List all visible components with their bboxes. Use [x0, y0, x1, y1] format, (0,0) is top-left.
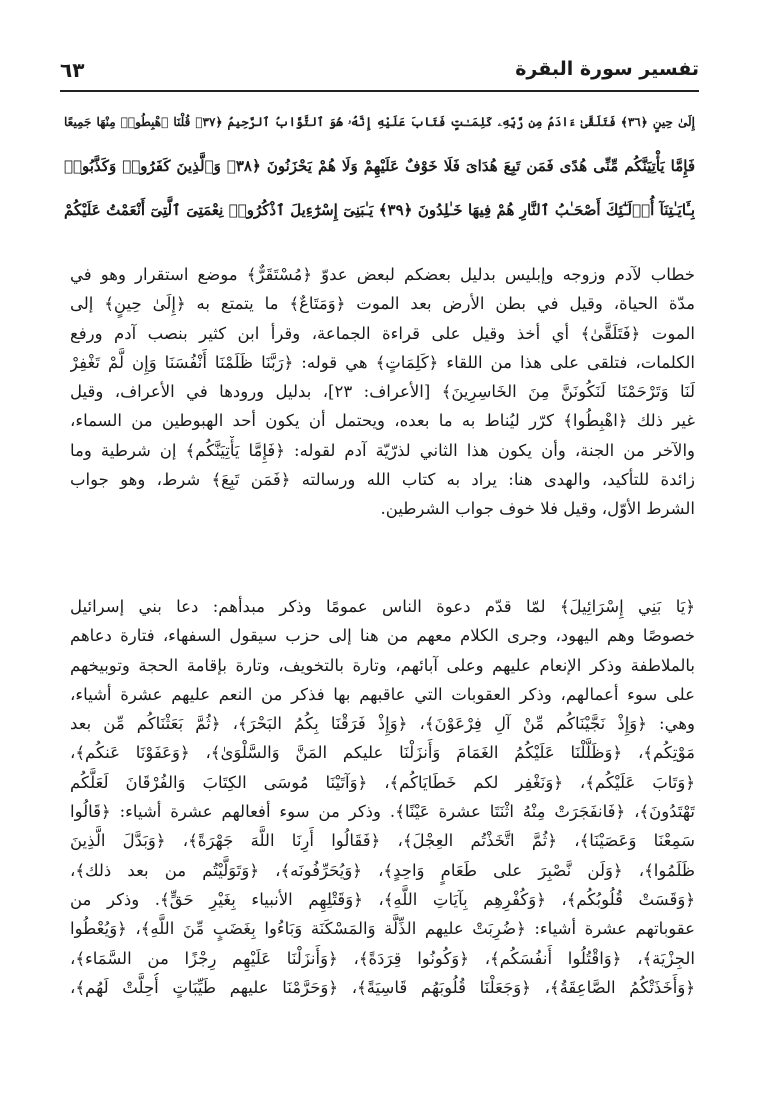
verse-line: فَإِمَّا يَأْتِيَنَّكُم مِّنِّى هُدًى فَمَن تَبِعَ هُدَاىَ فَلَا خَوْفٌ عَلَيْهِمْ وَلَا هُمْ يَحْزَنُونَ ﴿٣٨﴾ وَٱلَّذِينَ كَفَرُوا۟ وَكَذَّبُوا۟: [64, 157, 695, 175]
text-line: تَهْتَدُونَ﴾، ﴿فَانفَجَرَتْ مِنْهُ اثْنَتَا عشرة عَيْنًا﴾. وذكر من سوء أفعالهم عشرة أشياء: ﴿قَالُوا: [70, 802, 695, 822]
text-line: ظَلَمُوا﴾، ﴿وَلَن نَّصْبِرَ على طَعَامٍ وَاحِدٍ﴾، ﴿وَيُحَرِّفُونَه﴾، ﴿وَتَوَلَّيْتُم من بعد ذلك﴾،: [70, 860, 695, 880]
text-line: والآخر من الجنة، وأن يكون هذا الثاني لذرّيّة آدم لقوله: ﴿فَإِمَّا يَأْتِيَنَّكُم﴾ إن شرطية وما: [70, 440, 695, 460]
text-line: عقوباتهم عشرة أشياء: ﴿ضُرِبَتْ عليهم الذِّلَّة وَالمَسْكَنَة وَبَاءُوا بِغَضَبٍ مِّنَ اللَّهِ﴾، ﴿وَيُعْطُوا: [70, 919, 695, 939]
running-title: تفسير سورة البقرة: [515, 58, 699, 80]
text-line: ﴿وَقَسَتْ قُلُوبُكُم﴾، ﴿وَكُفْرِهِم بِآيَاتِ اللَّهِ﴾، ﴿وَقَتْلِهِم الأنبياء بِغَيْرِ حَقٍّ﴾. وذكر من: [70, 889, 695, 909]
verse-line: بِـَٔايَـٰتِنَآ أُو۟لَـٰٓئِكَ أَصْحَـٰبُ ٱلنَّارِ هُمْ فِيهَا خَـٰلِدُونَ ﴿٣٩﴾ يَـٰبَنِىٓ إِسْرَٰٓءِيلَ ٱذْكُرُوا۟ نِعْمَتِىَ ٱلَّتِىٓ أَنْعَمْتُ عَلَيْكُمْ: [64, 201, 695, 219]
text-line: ﴿يَا بَنِي إِسْرَائِيلَ﴾ لمّا قدّم دعوة الناس عمومًا وذكر مبدأهم: دعا بني إسرائيل: [70, 597, 695, 616]
text-line: لَنَا وَتَرْحَمْنَا لَنَكُونَنَّ مِنَ الخَاسِرِينَ﴾ [الأعراف: ٢٣]، بدليل ورودها في الأعراف، وقيل: [70, 382, 695, 402]
commentary-paragraph-1: [70, 260, 695, 524]
text-line: وهي: ﴿وَإِذْ نَجَّيْنَاكُم مِّنْ آلِ فِرْعَوْنَ﴾، ﴿وَإِذْ فَرَقْنَا بِكُمُ البَحْرَ﴾، ﴿ثُمَّ بَعَثْنَاكُم مِّن بعد: [70, 714, 695, 734]
text-line: بالملاطفة وذكر الإنعام عليهم وعلى آبائهم، وتارة بالتخويف، وتارة بإقامة الحجة وتوبيخهم: [70, 655, 695, 675]
text-line: ﴿وَتَابَ عَلَيْكُم﴾، ﴿وَنَغْفِر لكم خَطَايَاكُم﴾، ﴿وَآتَيْنَا مُوسَى الكِتَابَ وَالفُرْقَانَ لَعَلَّكُم: [70, 772, 695, 792]
text-line: مَوْتِكُم﴾، ﴿وَظَلَّلْنَا عَلَيْكُمُ الغَمَامَ وَأَنزَلْنَا عليكم المَنَّ وَالسَّلْوَىٰ﴾، ﴿وَعَفَوْنَا عَنكُم﴾،: [70, 743, 695, 763]
text-line: خطاب لآدم وزوجه وإبليس بدليل بعضكم لبعض عدوّ ﴿مُسْتَقَرٌّ﴾ موضع استقرار وهو في: [70, 265, 695, 284]
text-line: الموت ﴿فَتَلَقَّىٰ﴾ أي أخذ وقيل على قراءة الجماعة، وقرأ ابن كثير بنصب آدم ورفع: [70, 323, 695, 343]
page-number: ٦٣: [60, 58, 85, 82]
page-header: [60, 56, 699, 92]
text-line: سَمِعْنَا وَعَصَيْنَا﴾، ﴿ثُمَّ اتَّخَذْتُم العِجْلَ﴾، ﴿فَقَالُوا أَرِنَا اللَّهَ جَهْرَةً﴾، ﴿وَبَدَّلَ الَّذِينَ: [70, 831, 695, 851]
quran-verses-block: [64, 100, 695, 238]
text-line: الكلمات، فتلقى على هذا من اللقاء ﴿كَلِمَاتٍ﴾ هي قوله: ﴿رَبَّنَا ظَلَمْنَا أَنْفُسَنَا وَإِن لَّمْ تَغْفِرْ: [70, 352, 695, 372]
text-line: خصوصًا وهم اليهود، وجرى الكلام معهم من هنا إلى حزب سيقول السفهاء، فتارة دعاهم: [70, 626, 695, 646]
text-line: الجِزْيَة﴾، ﴿وَاقْتُلُوا أَنفُسَكُم﴾، ﴿وَكُونُوا قِرَدَةً﴾، ﴿وَأَنزَلْنَا عَلَيْهِم رِجْزًا من السَّمَاء﴾،: [70, 948, 695, 968]
text-line: غير ذلك ﴿اهْبِطُوا﴾ كرّر ليُناط به ما بعده، ويحتمل أن يكون أحد الهبوطين من السماء،: [70, 411, 695, 431]
verse-line: إِلَىٰ حِينٍ ﴿٣٦﴾ فَتَلَقَّىٰ ءَادَمُ مِن رَّبِّهِۦ كَلِمَـٰتٍ فَتَابَ عَلَيْهِ إِنَّهُۥ هُوَ ٱلتَّوَّابُ ٱلرَّحِيمُ ﴿٣٧﴾ قُلْنَا ٱهْبِطُوا۟ مِنْهَا جَمِيعًا: [64, 115, 695, 129]
text-line: ﴿وَأَخَذَتْكُمُ الصَّاعِقَةُ﴾، ﴿وَجَعَلْنَا قُلُوبَهُم قَاسِيَةً﴾، ﴿وَحَرَّمْنَا عليهم طَيِّبَاتٍ أُحِلَّتْ لَهُم﴾،: [70, 977, 695, 997]
text-line: مدّة الحياة، وقيل في بطن الأرض بعد الموت ﴿وَمَتَاعٌ﴾ ما يتمتع به ﴿إِلَىٰ حِينٍ﴾ إلى: [70, 294, 695, 314]
text-line: على سوء أعمالهم، وذكر العقوبات التي عاقبهم بها فذكر من النعم عليهم عشرة أشياء،: [70, 684, 695, 704]
commentary-paragraph-2: [70, 592, 695, 1002]
text-line: الشرط الأوّل، وقيل فلا خوف جواب الشرطين.: [380, 499, 695, 519]
text-line: زائدة للتأكيد، والهدى هنا: يراد به كتاب الله ورسالته ﴿فَمَن تَبِعَ﴾ شرط، وهو جواب: [70, 470, 695, 490]
